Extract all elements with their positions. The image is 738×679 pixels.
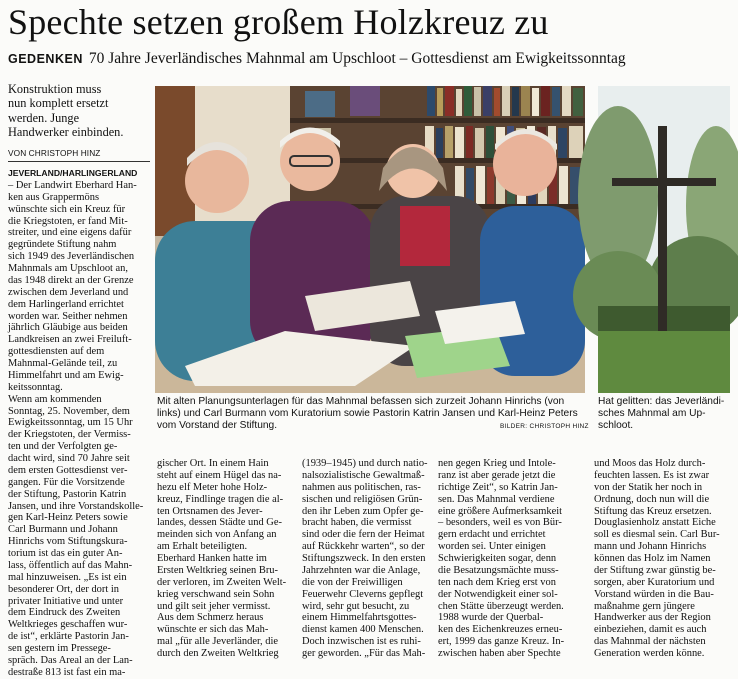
column-line: Carl Burmann und Johann [8, 524, 118, 536]
column-line: nahmen aus politischen, ras- [302, 481, 421, 493]
column-line: wird, sehr gut besucht, zu [302, 600, 410, 612]
column-line: ken des Eichenkreuzes erneu- [438, 624, 563, 636]
column-line: hezu elf Meter hohe Holz- [157, 481, 268, 493]
teaser-line: Handwerker einbinden. [8, 124, 124, 139]
column-line: Himmelfahrt und am Ewig- [8, 369, 124, 381]
column-line: bracht haben, die vermisst [302, 517, 412, 529]
column-line: jährlich Gläubige aus beiden [8, 322, 128, 334]
column-line: von der Statik her noch in [594, 481, 703, 493]
column-line: mann und Johann Hinrichs [594, 541, 707, 553]
column-line: die Besatzungsmächte muss- [438, 564, 559, 576]
column-line: gischer Ort. In einem Hain [157, 458, 269, 469]
column-line: lass, öffentlich auf das Mahn- [8, 559, 133, 571]
column-line: das Mahnmal der nächsten [594, 636, 706, 648]
column-line: Douglasienholz anstatt Eiche [594, 517, 716, 529]
column-line: einem Himmelfahrtsgottes- [302, 612, 417, 624]
caption-line: vom Vorstand der Stiftung. [157, 419, 278, 431]
meeting-photo-illustration [155, 86, 585, 393]
cross-photo-illustration [598, 86, 730, 393]
column-line: nen gegen Krieg und Intole- [438, 458, 556, 469]
subheadline: 70 Jahre Jeverländisches Mahnmal am Upschloot – Gottesdienst am Ewigkeitssonntag [88, 50, 626, 67]
column-line: der Kriegstoten, der Vermiss- [8, 429, 131, 441]
column-line: landes, dessen Städte und Ge- [157, 517, 282, 529]
column-line: kreuz, Findlinge tragen die al- [157, 493, 284, 505]
column-line: Ersten Weltkrieg seinen Bru- [157, 564, 278, 576]
column-line: am Erhalt beteiligten. [157, 541, 248, 553]
column-line: sind oder die fern der Heimat [302, 529, 425, 541]
column-line: auf Rückkehr warten“, so der [302, 541, 425, 553]
column-line: ken aus Grappermöns [8, 191, 100, 203]
column-line: dem Harlingerland errichtet [8, 298, 124, 310]
photo-wooden-cross [598, 86, 730, 393]
dateline-location: JEVERLAND/HARLINGERLAND [8, 168, 138, 178]
subheadline-row [8, 49, 626, 69]
column-line: besonderer Ort, der dort in [8, 583, 120, 595]
column-line: nalsozialistische Gewaltmaß- [302, 469, 425, 481]
caption-line: links) und Carl Burmann vom Kuratorium sowie Pastorin Katrin Jansen und Karl-Heinz Peters [157, 407, 578, 419]
byline-divider [8, 161, 150, 162]
column-line: der Notwendigkeit einer sol- [438, 588, 558, 600]
headline: Spechte setzen großem Holzkreuz zu [8, 2, 549, 42]
column-line: – Der Landwirt Eberhard Han- [8, 179, 137, 191]
article-column-3 [302, 458, 430, 659]
column-line: maßnahme gern jüngere [594, 600, 695, 612]
column-line: einbeziehen, damit es auch [594, 624, 707, 636]
column-line: Sonntag, 25. November, dem [8, 405, 130, 417]
column-line: mal „für alle Jeverländer, die [157, 636, 278, 648]
column-line: die von der Freiwilligen [302, 576, 403, 588]
column-line: Jansen, und ihre Vorstandskolle- [8, 500, 144, 512]
column-line: spräch. Das Areal an der Lan- [8, 654, 133, 666]
column-line: torium ist das ein guter An- [8, 548, 123, 559]
column-line: worden sei. Unter einigen [438, 541, 546, 553]
column-line: eine größere Aufmerksamkeit [438, 505, 563, 517]
column-line: ger geworden. „Für das Mah- [302, 648, 426, 659]
column-line: 1988 wurde der Querbal- [438, 612, 544, 624]
column-line: dem ersten Gottesdienst ver- [8, 464, 128, 476]
column-line: Landkreisen an zwei Freiluft- [8, 334, 132, 346]
column-line: zwischen haben aber Spechte [438, 648, 561, 659]
column-line: Jahrzehnten war die Anlage, [302, 564, 421, 576]
column-line: richtige Zeit“, so Katrin Jan- [438, 481, 558, 493]
column-line: Eberhard Hanken hatte im [157, 553, 267, 564]
column-line: gegründete Stiftung nahm [8, 239, 117, 251]
column-line: privater Initiative und unter [8, 595, 124, 607]
column-line: gen Karl-Heinz Peters sowie [8, 512, 128, 524]
column-line: Handwerker aus der Region [594, 612, 711, 624]
column-line: gottesdiensten auf dem [8, 346, 105, 358]
column-line: Feuerwehr Cleverns gepflegt [302, 588, 424, 600]
article-column-2 [157, 458, 289, 659]
column-line: sischen und religiösen Grün- [302, 493, 423, 505]
column-line: krieg verschwand sein Sohn [157, 588, 275, 600]
column-line: gangen. Für die Vorsitzende [8, 476, 125, 488]
column-line: keitssonntag. [8, 381, 63, 393]
column-line: wünschte sich ein Kreuz für [8, 203, 126, 215]
column-line: chen Stätte überzeugt werden. [438, 600, 564, 612]
teaser-line: werden. Junge [8, 110, 80, 125]
column-line: dem Eindruck des Zweiten [8, 607, 121, 619]
column-line: worden war. Seither nehmen [8, 310, 128, 322]
column-line: ranz ist aber gerade jetzt die [438, 469, 556, 481]
caption-line: sches Mahnmal am Up- [598, 407, 706, 419]
column-line: dacht wird, sind 70 Jahre seit [8, 453, 130, 464]
column-line: streiter, und eine eigens dafür [8, 227, 132, 239]
column-line [8, 168, 150, 180]
column-line: ten Ortsnamen des Jever- [157, 505, 263, 517]
column-line: de ist“, erklärte Pastorin Jan- [8, 631, 129, 643]
side-photo-caption [598, 396, 732, 431]
column-line: feuchten lassen. Es ist zwar [594, 469, 710, 481]
article-column-1 [8, 168, 150, 678]
column-line: – besonders, weil es von Bür- [438, 517, 562, 529]
column-line: sen. Das Mahnmal verdiene [438, 493, 555, 505]
column-line: Ordnung, doch nun will die [594, 493, 710, 505]
column-line: Vorstand würden in die Bau- [594, 588, 714, 600]
column-line: Wenn am kommenden [8, 393, 102, 405]
column-line: Ewigkeitssonntag, um 15 Uhr [8, 417, 133, 429]
kicker-label: GEDENKEN [8, 52, 83, 66]
column-line: durch den Zweiten Weltkrieg [157, 648, 279, 659]
column-line: der Stiftung, Pastorin Katrin [8, 488, 127, 500]
column-line: Stiftungszweck. In den ersten [302, 553, 426, 564]
column-line: dienst kamen 400 Menschen. [302, 624, 424, 636]
column-1-lines [8, 180, 150, 679]
column-line: zwischen dem Jeverland und [8, 286, 129, 298]
column-line: und Moos das Holz durch- [594, 458, 706, 469]
column-line: Doch inzwischen ist es ruhi- [302, 636, 421, 648]
column-line: mal hinzuweisen. „Es ist ein [8, 571, 127, 583]
column-line: der verloren, im Zweiten Welt- [157, 576, 287, 588]
caption-line: Mit alten Planungsunterlagen für das Mahnmal befassen sich zurzeit Johann Hinrichs (von [157, 396, 565, 407]
column-line: ert, 1999 das ganze Kreuz. In- [438, 636, 565, 648]
caption-line: schloot. [598, 419, 634, 431]
column-line: der Stiftung zwar günstig be- [594, 564, 716, 576]
author-byline: VON CHRISTOPH HINZ [8, 148, 101, 158]
column-line: Mahnmal-Gelände teil, zu [8, 358, 118, 369]
column-line: und gilt seit jeher vermisst. [157, 600, 271, 612]
column-line: destraße 813 ist fast ein ma- [8, 666, 126, 678]
column-line: ten nach dem Krieg erst von [438, 576, 556, 588]
column-line: Aus dem Schmerz heraus [157, 612, 264, 624]
column-line: die Kriegstoten, er fand Mit- [8, 215, 128, 227]
column-line: das 1948 direkt an der Grenze [8, 274, 134, 286]
article-column-5 [594, 458, 730, 659]
teaser [8, 82, 150, 139]
column-line: Schwierigkeiten sogar, denn [438, 553, 557, 564]
article-column-4 [438, 458, 584, 659]
column-line: sich 1949 des Jeverländischen [8, 251, 135, 263]
column-line: wünschte er sich das Mah- [157, 624, 269, 636]
column-line: soll es diesmal sein. Carl Bur- [594, 529, 720, 541]
photo-four-people-with-documents [155, 86, 585, 393]
column-line: Weltkrieges geschaffen wur- [8, 619, 128, 631]
column-line: sen gestern im Pressege- [8, 643, 111, 654]
column-line: ten und der Verfolgten ge- [8, 441, 118, 453]
column-line: Stiftung das Kreuz ersetzen. [594, 505, 712, 517]
column-line: steht auf einem Hügel das na- [157, 469, 282, 481]
teaser-line: Konstruktion muss [8, 82, 102, 96]
column-line: gern erdacht und errichtet [438, 529, 546, 541]
column-line: (1939–1945) und durch natio- [302, 458, 428, 469]
column-line: sorgen, aber Kuratorium und [594, 576, 715, 588]
photo-credit: BILDER: CHRISTOPH HINZ [500, 423, 589, 430]
column-line: Hinrichs vom Stiftungskura- [8, 536, 128, 548]
column-line: den ihr Leben zum Opfer ge- [302, 505, 424, 517]
column-line: meinden sich von Anfang an [157, 529, 277, 541]
column-line: können das Holz im Namen [594, 553, 711, 564]
teaser-line: nun komplett ersetzt [8, 96, 109, 111]
column-line: Mahnmals am Upschloot an, [8, 263, 129, 274]
caption-line: Hat gelitten: das Jeverländi- [598, 396, 725, 407]
column-line: Generation werden könne. [594, 648, 705, 659]
